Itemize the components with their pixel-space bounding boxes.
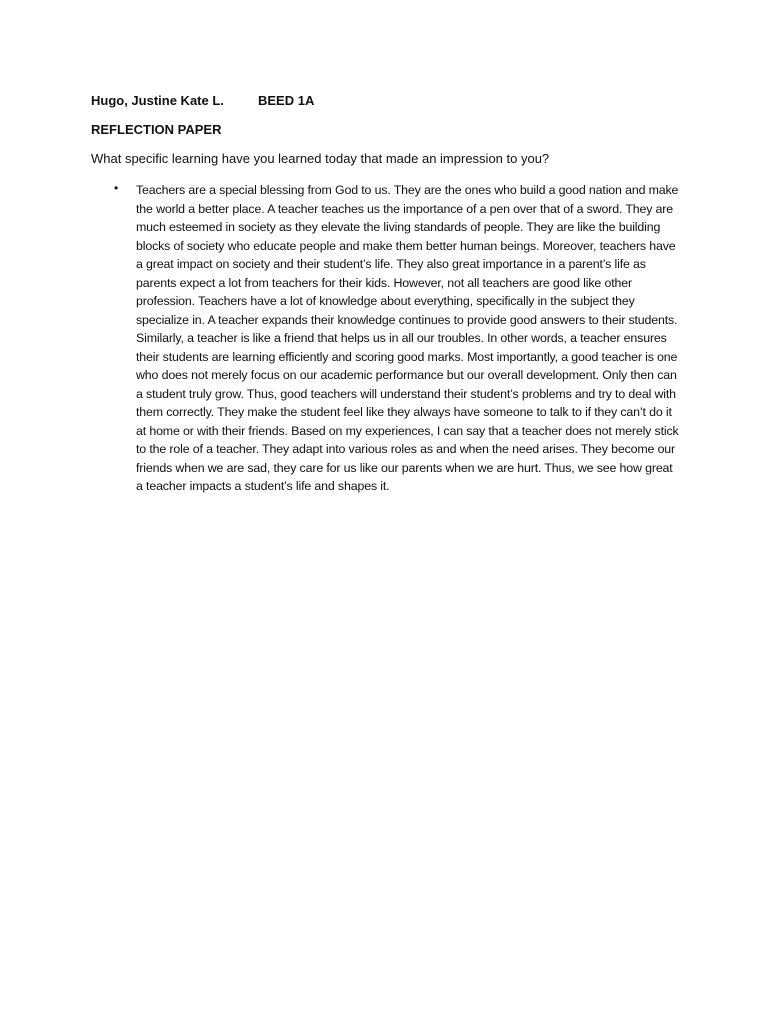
header-line bbox=[91, 93, 315, 108]
document-title: REFLECTION PAPER bbox=[91, 122, 222, 137]
course-label: BEED 1A bbox=[258, 93, 315, 108]
answer-paragraph: Teachers are a special blessing from God to us. They are the ones who build a good nation and make the world a better place. A teacher teaches us the importance of a pen over that of a sword. They are much esteemed in society as they elevate the living standards of people. They are like the building blocks of society who educate people and make them better human beings. Moreover, teachers have a great impact on society and their student’s life. They also great importance in a parent’s life as parents expect a lot from teachers for their kids. However, not all teachers are good like other profession. Teachers have a lot of knowledge about everything, specifically in the subject they specialize in. A teacher expands their knowledge continues to provide good answers to their students. Similarly, a teacher is like a friend that helps us in all our troubles. In other words, a teacher ensures their students are learning efficiently and scoring good marks. Most importantly, a good teacher is one who does not merely focus on our academic performance but our overall development. Only then can a student truly grow. Thus, good teachers will understand their student’s problems and try to deal with them correctly. They make the student feel like they always have someone to talk to if they can’t do it at home or with their friends. Based on my experiences, I can say that a teacher does not merely stick to the role of a teacher. They adapt into various roles as and when the need arises. They become our friends when we are sad, they care for us like our parents when we are hurt. Thus, we see how great a teacher impacts a student’s life and shapes it. bbox=[136, 183, 679, 493]
bullet-icon: • bbox=[114, 181, 119, 195]
question-text: What specific learning have you learned today that made an impression to you? bbox=[91, 151, 550, 166]
author-name: Hugo, Justine Kate L. bbox=[91, 93, 224, 108]
